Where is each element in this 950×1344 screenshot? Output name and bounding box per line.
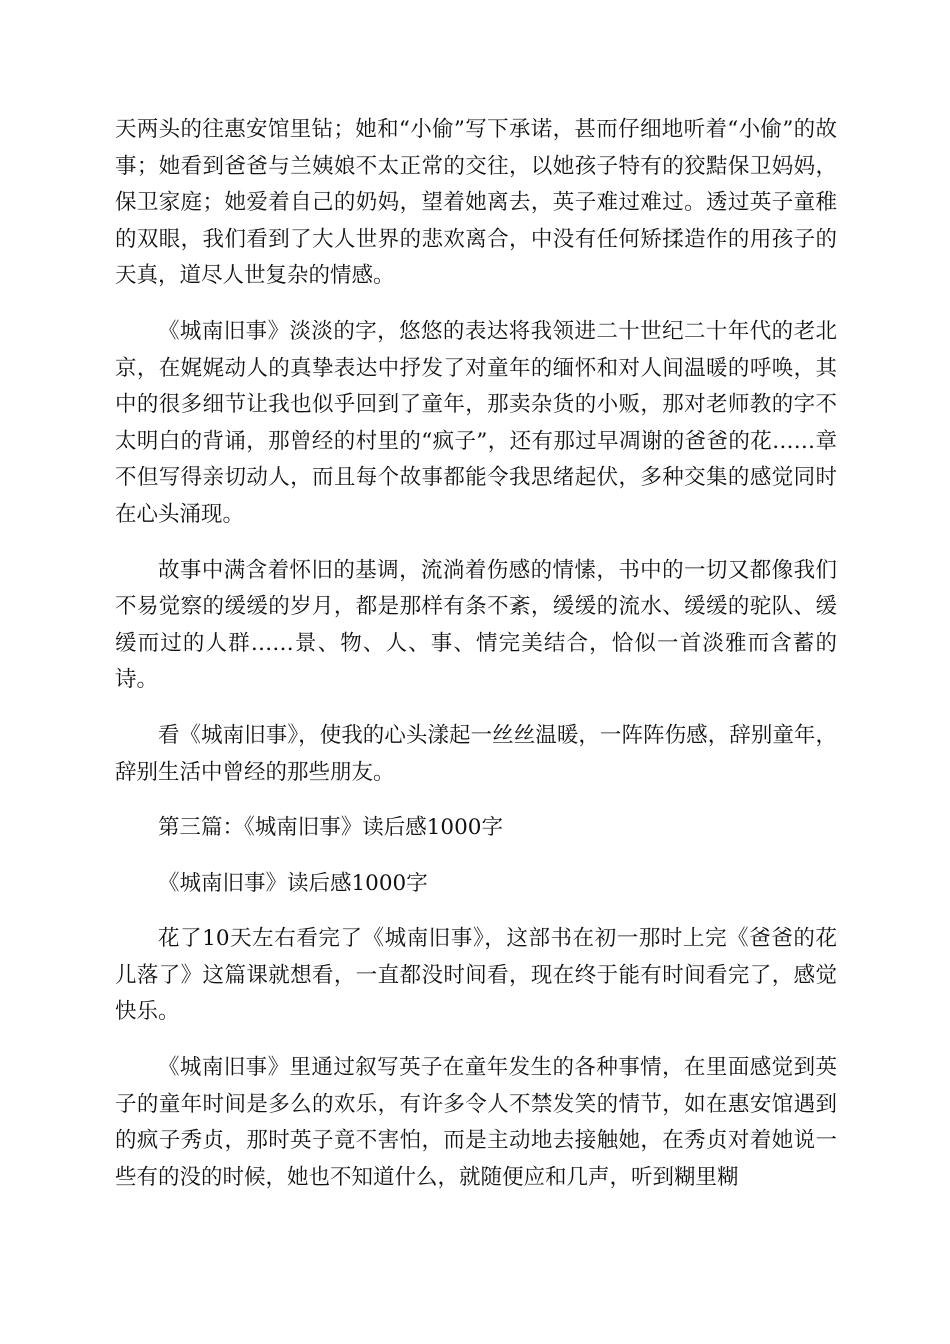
- essay-title: 《城南旧事》读后感1000字: [158, 870, 428, 896]
- document-body: [115, 112, 837, 1215]
- paragraph-continued: 天两头的往惠安馆里钻；她和“小偷”写下承诺，甚而仔细地听着“小偷”的故事；她看到爸爸与兰姨娘不太正常的交往，以她孩子特有的狡黠保卫妈妈，保卫家庭；她爱着自己的奶妈，望着她离去，英子难过难过。透过英子童稚的双眼，我们看到了大人世界的悲欢离合，中没有任何矫揉造作的用孩子的天真，道尽人世复杂的情感。: [115, 117, 837, 289]
- paragraph: 花了10天左右看完了《城南旧事》，这部书在初一那时上完《爸爸的花儿落了》这篇课就想看，一直都没时间看，现在终于能有时间看完了，感觉快乐。: [115, 926, 837, 1025]
- section-heading: 第三篇：《城南旧事》读后感1000字: [158, 815, 503, 841]
- paragraph: 《城南旧事》里通过叙写英子在童年发生的各种事情，在里面感觉到英子的童年时间是多么的欢乐，有许多令人不禁发笑的情节，如在惠安馆遇到的疯子秀贞，那时英子竟不害怕，而是主动地去接触她，在秀贞对着她说一些有的没的时候，她也不知道什么，就随便应和几声，听到糊里糊: [115, 1055, 837, 1190]
- paragraph: 故事中满含着怀旧的基调，流淌着伤感的情愫，书中的一切又都像我们不易觉察的缓缓的岁月，都是那样有条不紊，缓缓的流水、缓缓的驼队、缓缓而过的人群……景、物、人、事、情完美结合，恰似一首淡雅而含蓄的诗。: [115, 557, 837, 693]
- paragraph: 《城南旧事》淡淡的字，悠悠的表达将我领进二十世纪二十年代的老北京，在娓娓动人的真挚表达中抒发了对童年的缅怀和对人间温暖的呼唤，其中的很多细节让我也似乎回到了童年，那卖杂货的小贩，那对老师教的字不太明白的背诵，那曾经的村里的“疯子”，还有那过早凋谢的爸爸的花……章不但写得亲切动人，而且每个故事都能令我思绪起伏，多种交集的感觉同时在心头涌现。: [115, 318, 837, 527]
- paragraph: 看《城南旧事》，使我的心头漾起一丝丝温暖，一阵阵伤感，辞别童年，辞别生活中曾经的那些朋友。: [115, 722, 837, 785]
